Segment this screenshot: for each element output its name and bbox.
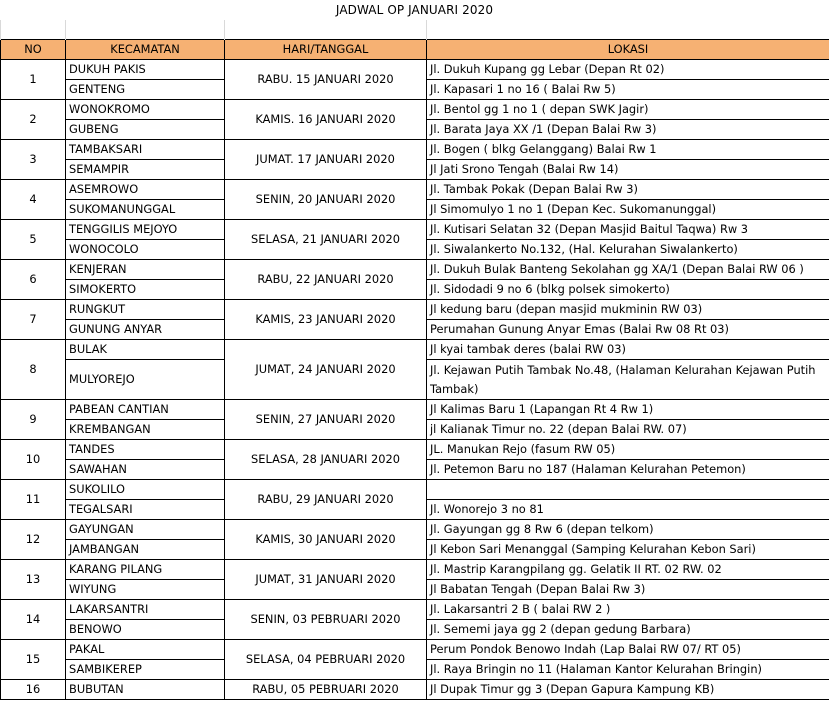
lokasi-cell: Jl Jati Srono Tengah (Balai Rw 14)	[427, 160, 829, 180]
row-number: 4	[1, 180, 66, 220]
kecamatan-cell: BENOWO	[66, 620, 225, 640]
table-row	[1, 680, 829, 700]
table-row	[1, 520, 829, 540]
kecamatan-cell: LAKARSANTRI	[66, 600, 225, 620]
table-row	[1, 640, 829, 660]
kecamatan-cell: GUBENG	[66, 120, 225, 140]
lokasi-cell: Jl kyai tambak deres (balai RW 03)	[427, 340, 829, 360]
kecamatan-cell: KARANG PILANG	[66, 560, 225, 580]
lokasi-cell: Jl. Bentol gg 1 no 1 ( depan SWK Jagir)	[427, 100, 829, 120]
kecamatan-cell: PAKAL	[66, 640, 225, 660]
lokasi-cell: Jl Kalimas Baru 1 (Lapangan Rt 4 Rw 1)	[427, 400, 829, 420]
kecamatan-cell: GUNUNG ANYAR	[66, 320, 225, 340]
lokasi-cell: Jl. Petemon Baru no 187 (Halaman Kelurahan Petemon)	[427, 460, 829, 480]
kecamatan-cell: WONOKROMO	[66, 100, 225, 120]
kecamatan-cell: GENTENG	[66, 80, 225, 100]
kecamatan-cell: GAYUNGAN	[66, 520, 225, 540]
row-number: 10	[1, 440, 66, 480]
table-row	[1, 300, 829, 320]
kecamatan-cell: SAMBIKEREP	[66, 660, 225, 680]
schedule-table	[0, 20, 829, 700]
table-row	[1, 60, 829, 80]
lokasi-cell: Jl. Barata Jaya XX /1 (Depan Balai Rw 3)	[427, 120, 829, 140]
kecamatan-cell: SUKOMANUNGGAL	[66, 200, 225, 220]
row-number: 1	[1, 60, 66, 100]
lokasi-cell: Jl. Siwalankerto No.132, (Hal. Kelurahan Siwalankerto)	[427, 240, 829, 260]
table-row	[1, 480, 829, 500]
kecamatan-cell: DUKUH PAKIS	[66, 60, 225, 80]
row-number: 5	[1, 220, 66, 260]
lokasi-cell	[427, 480, 829, 500]
row-number: 7	[1, 300, 66, 340]
table-row	[1, 220, 829, 240]
kecamatan-cell: WIYUNG	[66, 580, 225, 600]
lokasi-cell: Jl. Dukuh Bulak Banteng Sekolahan gg XA/1 (Depan Balai RW 06 )	[427, 260, 829, 280]
lokasi-cell: Jl. Dukuh Kupang gg Lebar (Depan Rt 02)	[427, 60, 829, 80]
kecamatan-cell: SUKOLILO	[66, 480, 225, 500]
date-cell: KAMIS. 16 JANUARI 2020	[225, 100, 427, 140]
kecamatan-cell: SEMAMPIR	[66, 160, 225, 180]
table-row	[1, 140, 829, 160]
lokasi-cell: Jl. Sememi jaya gg 2 (depan gedung Barbara)	[427, 620, 829, 640]
kecamatan-cell: TENGGILIS MEJOYO	[66, 220, 225, 240]
kecamatan-cell: SIMOKERTO	[66, 280, 225, 300]
spacer-row	[1, 20, 829, 40]
date-cell: SELASA, 04 PEBRUARI 2020	[225, 640, 427, 680]
lokasi-cell: Jl. Raya Bringin no 11 (Halaman Kantor Kelurahan Bringin)	[427, 660, 829, 680]
kecamatan-cell: TANDES	[66, 440, 225, 460]
row-number: 16	[1, 680, 66, 700]
date-cell: JUMAT, 31 JANUARI 2020	[225, 560, 427, 600]
kecamatan-cell: SAWAHAN	[66, 460, 225, 480]
row-number: 2	[1, 100, 66, 140]
date-cell: SELASA, 28 JANUARI 2020	[225, 440, 427, 480]
kecamatan-cell: RUNGKUT	[66, 300, 225, 320]
lokasi-cell: jl Kalianak Timur no. 22 (depan Balai RW. 07)	[427, 420, 829, 440]
table-row	[1, 180, 829, 200]
header-no: NO	[1, 40, 66, 60]
kecamatan-cell: TEGALSARI	[66, 500, 225, 520]
kecamatan-cell: ASEMROWO	[66, 180, 225, 200]
table-row	[1, 600, 829, 620]
kecamatan-cell: TAMBAKSARI	[66, 140, 225, 160]
lokasi-cell: Jl. Mastrip Karangpilang gg. Gelatik II RT. 02 RW. 02	[427, 560, 829, 580]
row-number: 13	[1, 560, 66, 600]
kecamatan-cell: KREMBANGAN	[66, 420, 225, 440]
date-cell: KAMIS, 23 JANUARI 2020	[225, 300, 427, 340]
kecamatan-cell: BULAK	[66, 340, 225, 360]
lokasi-cell: Jl. Lakarsantri 2 B ( balai RW 2 )	[427, 600, 829, 620]
page-title: JADWAL OP JANUARI 2020	[335, 3, 494, 17]
table-row	[1, 340, 829, 360]
table-row	[1, 560, 829, 580]
lokasi-cell: Jl Kebon Sari Menanggal (Samping Kelurahan Kebon Sari)	[427, 540, 829, 560]
lokasi-cell: Jl Simomulyo 1 no 1 (Depan Kec. Sukomanunggal)	[427, 200, 829, 220]
row-number: 11	[1, 480, 66, 520]
lokasi-cell: Jl. Kutisari Selatan 32 (Depan Masjid Baitul Taqwa) Rw 3	[427, 220, 829, 240]
date-cell: JUMAT. 17 JANUARI 2020	[225, 140, 427, 180]
lokasi-cell: Jl. Bogen ( blkg Gelanggang) Balai Rw 1	[427, 140, 829, 160]
lokasi-cell: Jl. Kejawan Putih Tambak No.48, (Halaman Kelurahan Kejawan Putih Tambak)	[427, 360, 829, 400]
lokasi-cell: Jl kedung baru (depan masjid mukminin RW 03)	[427, 300, 829, 320]
date-cell: RABU, 05 PEBRUARI 2020	[225, 680, 427, 700]
lokasi-cell: Jl. Kapasari 1 no 16 ( Balai Rw 5)	[427, 80, 829, 100]
kecamatan-cell: BUBUTAN	[66, 680, 225, 700]
date-cell: SENIN, 20 JANUARI 2020	[225, 180, 427, 220]
lokasi-cell: Jl Babatan Tengah (Depan Balai Rw 3)	[427, 580, 829, 600]
kecamatan-cell: PABEAN CANTIAN	[66, 400, 225, 420]
row-number: 15	[1, 640, 66, 680]
lokasi-cell: Perumahan Gunung Anyar Emas (Balai Rw 08 Rt 03)	[427, 320, 829, 340]
row-number: 6	[1, 260, 66, 300]
header-lokasi: LOKASI	[427, 40, 829, 60]
date-cell: RABU, 22 JANUARI 2020	[225, 260, 427, 300]
row-number: 8	[1, 340, 66, 400]
row-number: 12	[1, 520, 66, 560]
table-row	[1, 440, 829, 460]
date-cell: KAMIS, 30 JANUARI 2020	[225, 520, 427, 560]
lokasi-cell: Jl. Tambak Pokak (Depan Balai Rw 3)	[427, 180, 829, 200]
date-cell: RABU, 29 JANUARI 2020	[225, 480, 427, 520]
date-cell: RABU. 15 JANUARI 2020	[225, 60, 427, 100]
table-row	[1, 100, 829, 120]
table-row	[1, 400, 829, 420]
date-cell: SENIN, 27 JANUARI 2020	[225, 400, 427, 440]
kecamatan-cell: MULYOREJO	[66, 360, 225, 400]
lokasi-cell: Jl. Wonorejo 3 no 81	[427, 500, 829, 520]
date-cell: SENIN, 03 PEBRUARI 2020	[225, 600, 427, 640]
row-number: 9	[1, 400, 66, 440]
lokasi-cell: Jl Dupak Timur gg 3 (Depan Gapura Kampung KB)	[427, 680, 829, 700]
row-number: 14	[1, 600, 66, 640]
lokasi-cell: Perum Pondok Benowo Indah (Lap Balai RW 07/ RT 05)	[427, 640, 829, 660]
lokasi-cell: Jl. Sidodadi 9 no 6 (blkg polsek simokerto)	[427, 280, 829, 300]
kecamatan-cell: JAMBANGAN	[66, 540, 225, 560]
lokasi-cell: Jl. Gayungan gg 8 Rw 6 (depan telkom)	[427, 520, 829, 540]
lokasi-cell: JL. Manukan Rejo (fasum RW 05)	[427, 440, 829, 460]
date-cell: SELASA, 21 JANUARI 2020	[225, 220, 427, 260]
kecamatan-cell: WONOCOLO	[66, 240, 225, 260]
header-row	[1, 40, 829, 60]
header-hari-tanggal: HARI/TANGGAL	[225, 40, 427, 60]
row-number: 3	[1, 140, 66, 180]
date-cell: JUMAT, 24 JANUARI 2020	[225, 340, 427, 400]
table-row	[1, 260, 829, 280]
kecamatan-cell: KENJERAN	[66, 260, 225, 280]
header-kecamatan: KECAMATAN	[66, 40, 225, 60]
